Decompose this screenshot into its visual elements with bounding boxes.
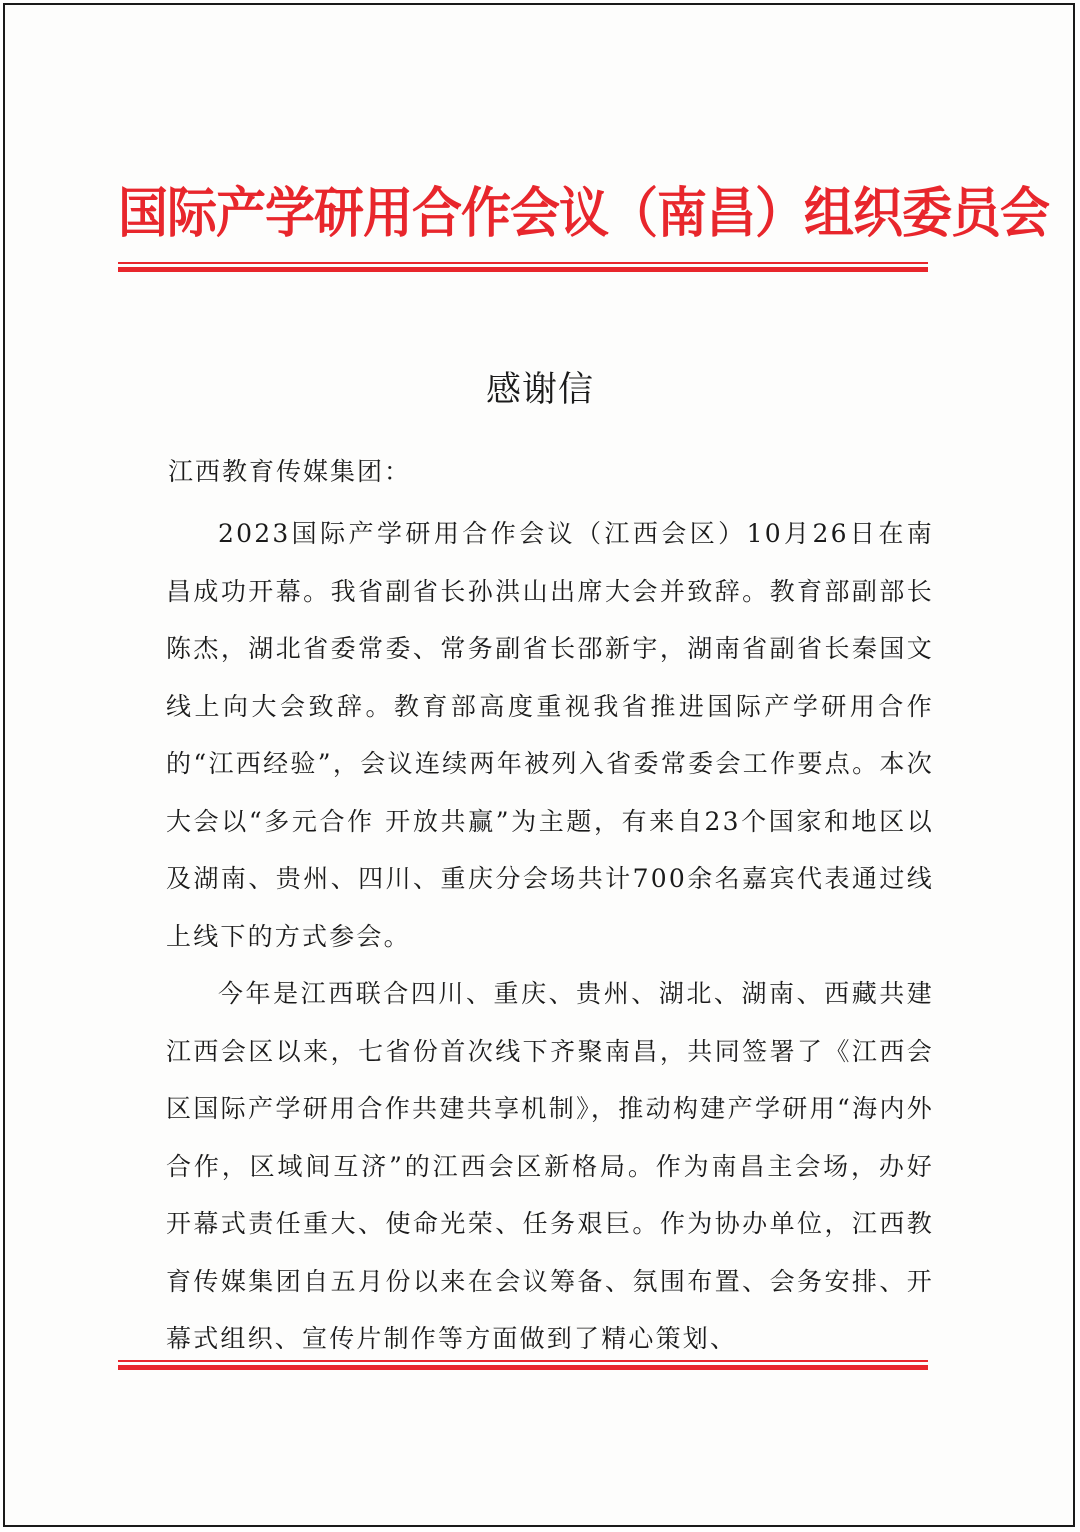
body-paragraph: 今年是江西联合四川、重庆、贵州、湖北、湖南、西藏共建江西会区以来，七省份首次线下齐聚南昌，共同签署了《江西会区国际产学研用合作共建共享机制》，推动构建产学研用“海内外合作，区域间互济”的江西会区新格局。作为南昌主会场，办好开幕式责任重大、使命光荣、任务艰巨。作为协办单位，江西教育传媒集团自五月份以来在会议筹备、氛围布置、会务安排、开幕式组织、宣传片制作等方面做到了精心策划、 bbox=[166, 979, 934, 1353]
footer-red-rule bbox=[118, 1360, 928, 1370]
letterhead-red-rule bbox=[118, 262, 928, 272]
letter-salutation: 江西教育传媒集团： bbox=[168, 457, 412, 486]
letter-title: 感谢信 bbox=[485, 370, 594, 410]
body-paragraph: 2023国际产学研用合作会议（江西会区）10月26日在南昌成功开幕。我省副省长孙洪山出席大会并致辞。教育部副部长陈杰，湖北省委常委、常务副省长邵新宇，湖南省副省长秦国文线上向大会致辞。教育部高度重视我省推进国际产学研用合作的“江西经验”，会议连续两年被列入省委常委会工作要点。本次大会以“多元合作 开放共赢”为主题，有来自23个国家和地区以及湖南、贵州、四川、重庆分会场共计700余名嘉宾代表通过线上线下的方式参会。 bbox=[166, 519, 934, 951]
letterhead-org-name: 国际产学研用合作会议（南昌）组织委员会 bbox=[118, 180, 1049, 245]
